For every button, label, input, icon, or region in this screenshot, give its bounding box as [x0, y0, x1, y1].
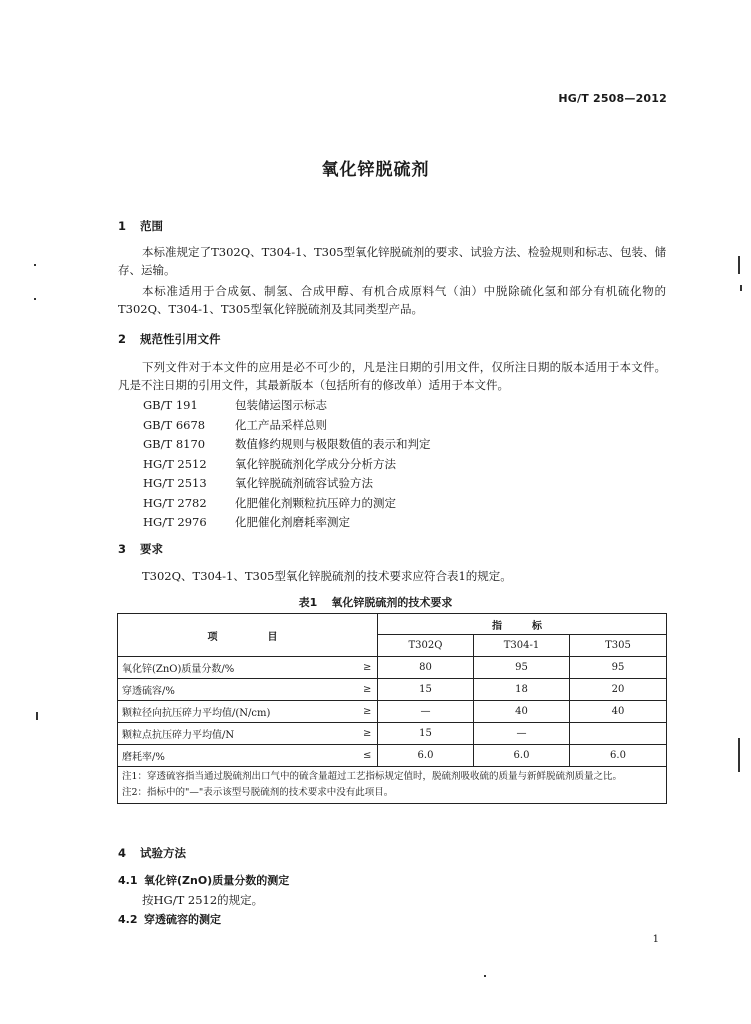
reference-item: [143, 435, 431, 455]
column-header-model: T304-1: [474, 635, 570, 657]
row-comparator: ≥: [358, 679, 378, 701]
reference-code: HG/T 2513: [143, 476, 207, 490]
row-comparator: ≤: [358, 745, 378, 767]
table-caption-title: 氧化锌脱硫剂的技术要求: [331, 596, 453, 609]
subsection-4-2-heading: [118, 911, 221, 927]
reference-code: GB/T 8170: [143, 437, 206, 451]
subsection-4-1-heading: [118, 872, 289, 888]
column-header-item: 项 目: [118, 614, 378, 657]
scan-speck: [484, 975, 486, 977]
cell-value: 40: [570, 701, 667, 723]
reference-title: 化肥催化剂磨耗率测定: [235, 515, 350, 529]
cell-value: 6.0: [378, 745, 474, 767]
cell-value: 95: [474, 657, 570, 679]
table-notes-row: [118, 767, 667, 804]
subsection-number: 4.2: [118, 913, 138, 926]
reference-title: 数值修约规则与极限数值的表示和判定: [235, 437, 431, 451]
reference-item: [143, 494, 396, 514]
cell-value: 80: [378, 657, 474, 679]
reference-item: [143, 474, 373, 494]
cell-value: —: [378, 701, 474, 723]
subsection-number: 4.1: [118, 874, 138, 887]
column-header-model: T305: [570, 635, 667, 657]
row-item: 颗粒点抗压碎力平均值/N: [118, 723, 358, 745]
section-title: 试验方法: [140, 846, 186, 860]
scan-speck: [36, 712, 38, 720]
reference-title: 氧化锌脱硫剂硫容试验方法: [235, 476, 373, 490]
scan-speck: [34, 298, 36, 300]
cell-value: 40: [474, 701, 570, 723]
reference-code: GB/T 6678: [143, 417, 206, 432]
reference-code: GB/T 191: [143, 398, 198, 412]
reference-item: [143, 396, 327, 416]
subsection-title: 氧化锌(ZnO)质量分数的测定: [144, 874, 290, 887]
table-notes: [118, 767, 667, 804]
scan-speck: [34, 264, 36, 266]
row-comparator: ≥: [358, 701, 378, 723]
cell-value: 6.0: [570, 745, 667, 767]
cell-value: —: [474, 723, 570, 745]
cell-value: 20: [570, 679, 667, 701]
scan-speck: [740, 285, 742, 291]
standard-code: HG/T 2508—2012: [558, 92, 667, 105]
subsection-title: 穿透硫容的测定: [144, 913, 221, 926]
cell-value: 15: [378, 679, 474, 701]
scan-speck: [738, 256, 740, 274]
section-number: 1: [118, 219, 127, 233]
row-comparator: ≥: [358, 657, 378, 679]
section-3-heading: [118, 541, 163, 557]
section-3-para-1: T302Q、T304-1、T305型氧化锌脱硫剂的技术要求应符合表1的规定。: [142, 569, 512, 583]
page-number: 1: [652, 934, 659, 945]
document-title: 氧化锌脱硫剂: [321, 160, 430, 180]
section-1-para-1: 本标准规定了T302Q、T304-1、T305型氧化锌脱硫剂的要求、试验方法、检验规则和标志、包装、储存、运输。: [118, 245, 666, 277]
section-title: 规范性引用文件: [140, 332, 221, 346]
column-header-model: T302Q: [378, 635, 474, 657]
cell-value: 18: [474, 679, 570, 701]
cell-value: 95: [570, 657, 667, 679]
cell-value: 6.0: [474, 745, 570, 767]
section-1-para-2: 本标准适用于合成氨、制氢、合成甲醇、有机合成原料气（油）中脱除硫化氢和部分有机硫化物的T302Q、T304-1、T305型氧化锌脱硫剂及其同类型产品。: [118, 284, 666, 316]
subsection-4-1-text: 按HG/T 2512的规定。: [142, 893, 264, 907]
row-item: 颗粒径向抗压碎力平均值/(N/cm): [118, 701, 358, 723]
table-caption: [0, 594, 751, 610]
reference-item: [143, 513, 350, 533]
cell-value: [570, 723, 667, 745]
table-row: [118, 745, 667, 767]
table-row: [118, 679, 667, 701]
reference-code: HG/T 2782: [143, 495, 207, 510]
section-4-heading: [118, 845, 186, 861]
row-comparator: ≥: [358, 723, 378, 745]
section-title: 范围: [140, 219, 163, 233]
row-item: 穿透硫容/%: [118, 679, 358, 701]
table-row: [118, 701, 667, 723]
section-title: 要求: [140, 542, 163, 556]
section-number: 3: [118, 542, 127, 556]
section-2-heading: [118, 331, 221, 347]
reference-code: HG/T 2512: [143, 456, 207, 471]
reference-title: 化肥催化剂颗粒抗压碎力的测定: [235, 495, 396, 510]
reference-title: 氧化锌脱硫剂化学成分分析方法: [235, 456, 396, 471]
reference-code: HG/T 2976: [143, 515, 207, 529]
reference-title: 包装储运图示标志: [235, 398, 327, 412]
section-1-heading: [118, 218, 163, 234]
reference-title: 化工产品采样总则: [235, 417, 327, 432]
reference-item: [143, 455, 396, 475]
table-row: [118, 723, 667, 745]
table-caption-label: 表1: [298, 596, 318, 609]
reference-item: [143, 416, 327, 436]
row-item: 氧化锌(ZnO)质量分数/%: [118, 657, 358, 679]
section-number: 2: [118, 332, 127, 346]
table-note: 注1：穿透硫容指当通过脱硫剂出口气中的硫含量超过工艺指标规定值时，脱硫剂吸收硫的质量与新鲜脱硫剂质量之比。: [122, 771, 623, 782]
scan-speck: [738, 738, 740, 772]
table-note: 注2：指标中的"—"表示该型号脱硫剂的技术要求中没有此项目。: [122, 787, 394, 798]
spec-table: [117, 613, 667, 804]
section-2-para-1: 下列文件对于本文件的应用是必不可少的，凡是注日期的引用文件，仅所注日期的版本适用于本文件。凡是不注日期的引用文件，其最新版本（包括所有的修改单）适用于本文件。: [118, 360, 666, 392]
column-header-index: 指 标: [378, 614, 667, 635]
section-number: 4: [118, 846, 127, 860]
cell-value: 15: [378, 723, 474, 745]
row-item: 磨耗率/%: [118, 745, 358, 767]
table-row: [118, 657, 667, 679]
